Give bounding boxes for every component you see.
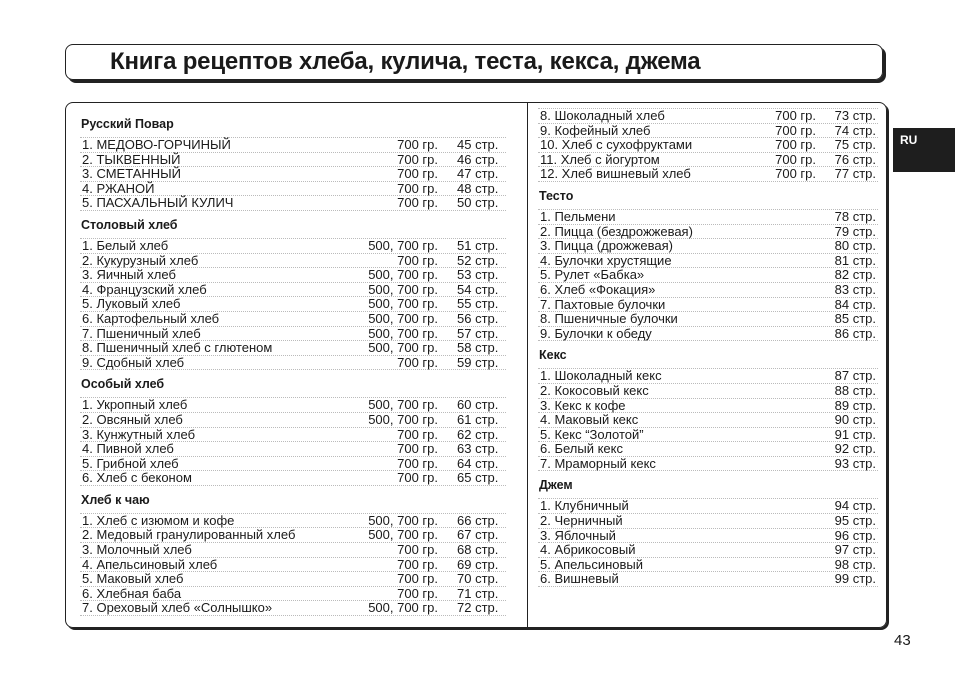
recipe-page: 57 стр.: [457, 325, 499, 341]
recipe-row: [538, 210, 878, 225]
page-number: 43: [894, 632, 911, 649]
recipe-name: 8. Шоколадный хлеб: [540, 108, 665, 123]
recipe-name: 7. Мраморный кекс: [540, 455, 656, 471]
recipe-row: [538, 514, 878, 529]
recipe-weight: 500, 700 гр.: [368, 512, 438, 528]
language-tab: [893, 128, 955, 172]
recipe-name: 2. Медовый гранулированный хлеб: [82, 527, 296, 543]
recipe-row: [538, 572, 878, 587]
recipe-row: [80, 543, 506, 558]
recipe-row: [80, 514, 506, 529]
recipe-row: [538, 254, 878, 269]
page-title: Книга рецептов хлеба, кулича, теста, кекса, джема: [110, 48, 701, 75]
recipe-row: [80, 196, 506, 211]
recipe-row: [538, 499, 878, 514]
recipe-name: 4. Французский хлеб: [82, 281, 207, 297]
title-box: [65, 44, 883, 80]
section-title: Русский Повар: [81, 117, 174, 131]
recipe-name: 5. Маковый хлеб: [82, 571, 184, 587]
recipe-row: [538, 428, 878, 443]
recipe-row: [80, 254, 506, 269]
recipe-row: [80, 558, 506, 573]
recipe-page: 75 стр.: [834, 137, 876, 153]
recipe-name: 2. Кокосовый кекс: [540, 382, 649, 398]
recipe-name: 1. Хлеб с изюмом и кофе: [82, 512, 235, 528]
recipe-name: 7. Ореховый хлеб «Солнышко»: [82, 600, 273, 616]
recipe-page: 96 стр.: [834, 527, 876, 543]
recipe-list: [80, 137, 506, 211]
recipe-name: 3. Яблочный: [540, 527, 616, 543]
recipe-row: [538, 167, 878, 182]
recipe-row: [80, 327, 506, 342]
recipe-name: 3. Молочный хлеб: [82, 542, 192, 558]
recipe-page: 46 стр.: [457, 151, 499, 167]
recipe-weight: 700 гр.: [397, 354, 438, 370]
recipe-name: 8. Пшеничный хлеб с глютеном: [82, 340, 273, 356]
recipe-row: [538, 384, 878, 399]
section-title: Кекс: [539, 348, 567, 363]
recipe-list: [538, 368, 878, 471]
recipe-page: 82 стр.: [834, 267, 876, 283]
recipe-row: [80, 341, 506, 356]
recipe-page: 45 стр.: [457, 137, 499, 152]
recipe-name: 1. Шоколадный кекс: [540, 368, 662, 384]
recipe-name: 1. Клубничный: [540, 498, 629, 514]
recipe-page: 77 стр.: [834, 166, 876, 182]
recipe-weight: 700 гр.: [397, 151, 438, 167]
recipe-row: [80, 528, 506, 543]
recipe-name: 6. Вишневый: [540, 571, 619, 587]
recipe-page: 61 стр.: [457, 411, 499, 427]
recipe-name: 6. Хлеб с беконом: [82, 470, 192, 486]
recipe-name: 2. Кукурузный хлеб: [82, 252, 199, 268]
recipe-row: [80, 356, 506, 371]
recipe-name: 4. Маковый кекс: [540, 412, 639, 428]
recipe-page: 50 стр.: [457, 195, 499, 211]
recipe-name: 9. Булочки к обеду: [540, 325, 652, 341]
section-title: Хлеб к чаю: [81, 492, 150, 507]
recipe-row: [538, 109, 878, 124]
recipe-page: 58 стр.: [457, 340, 499, 356]
recipe-row: [538, 399, 878, 414]
recipe-name: 7. Пшеничный хлеб: [82, 325, 201, 341]
recipe-name: 8. Пшеничные булочки: [540, 311, 678, 327]
recipe-page: 79 стр.: [834, 223, 876, 239]
recipe-row: [80, 457, 506, 472]
recipe-name: 12. Хлеб вишневый хлеб: [540, 166, 691, 182]
recipe-weight: 700 гр.: [775, 166, 816, 182]
recipe-weight: 700 гр.: [397, 571, 438, 587]
recipe-page: 90 стр.: [834, 412, 876, 428]
recipe-page: 51 стр.: [457, 237, 499, 253]
recipe-weight: 700 гр.: [397, 441, 438, 457]
recipe-page: 70 стр.: [457, 571, 499, 587]
recipe-weight: 500, 700 гр.: [368, 281, 438, 297]
recipe-page: 56 стр.: [457, 310, 499, 326]
recipe-row: [538, 298, 878, 313]
recipe-name: 3. Пицца (дрожжевая): [540, 238, 674, 254]
recipe-row: [80, 268, 506, 283]
recipe-row: [80, 601, 506, 616]
recipe-page: 87 стр.: [834, 368, 876, 384]
recipe-page: 74 стр.: [834, 122, 876, 138]
recipe-name: 5. Луковый хлеб: [82, 296, 181, 312]
recipe-row: [80, 587, 506, 602]
recipe-name: 6. Хлеб «Фокация»: [540, 281, 656, 297]
recipe-row: [538, 457, 878, 472]
recipe-weight: 500, 700 гр.: [368, 296, 438, 312]
recipe-row: [538, 369, 878, 384]
recipe-page: 60 стр.: [457, 397, 499, 413]
recipe-weight: 700 гр.: [775, 122, 816, 138]
section-title: Джем: [539, 478, 573, 493]
recipe-name: 11. Хлеб с йогуртом: [540, 151, 660, 167]
recipe-name: 3. Кекс к кофе: [540, 397, 626, 413]
recipe-row: [538, 327, 878, 342]
recipe-weight: 500, 700 гр.: [368, 325, 438, 341]
recipe-name: 1. Укропный хлеб: [82, 397, 188, 413]
recipe-page: 85 стр.: [834, 311, 876, 327]
recipe-page: 48 стр.: [457, 180, 499, 196]
recipe-row: [538, 283, 878, 298]
section-title: Тесто: [539, 188, 574, 203]
recipe-weight: 500, 700 гр.: [368, 340, 438, 356]
recipe-page: 53 стр.: [457, 267, 499, 283]
recipe-weight: 500, 700 гр.: [368, 310, 438, 326]
contents-box: [65, 102, 887, 628]
recipe-page: 52 стр.: [457, 252, 499, 268]
recipe-page: 62 стр.: [457, 426, 499, 442]
recipe-page: 76 стр.: [834, 151, 876, 167]
recipe-page: 99 стр.: [834, 571, 876, 587]
recipe-list: [80, 513, 506, 616]
recipe-name: 2. Овсяный хлеб: [82, 411, 183, 427]
recipe-row: [538, 413, 878, 428]
recipe-row: [80, 138, 506, 153]
recipe-row: [80, 413, 506, 428]
recipe-row: [538, 153, 878, 168]
recipe-row: [538, 529, 878, 544]
recipe-weight: 700 гр.: [397, 470, 438, 486]
recipe-row: [538, 442, 878, 457]
recipe-weight: 700 гр.: [397, 426, 438, 442]
recipe-page: 69 стр.: [457, 556, 499, 572]
recipe-page: 54 стр.: [457, 281, 499, 297]
recipe-page: 95 стр.: [834, 513, 876, 529]
recipe-weight: 700 гр.: [397, 137, 438, 152]
recipe-row: [80, 153, 506, 168]
recipe-weight: 700 гр.: [775, 137, 816, 153]
recipe-page: 93 стр.: [834, 455, 876, 471]
recipe-weight: 700 гр.: [775, 108, 816, 123]
recipe-weight: 500, 700 гр.: [368, 600, 438, 616]
recipe-weight: 500, 700 гр.: [368, 267, 438, 283]
language-label: RU: [900, 133, 918, 147]
recipe-weight: 500, 700 гр.: [368, 397, 438, 413]
recipe-row: [80, 283, 506, 298]
recipe-weight: 700 гр.: [775, 151, 816, 167]
recipe-weight: 700 гр.: [397, 455, 438, 471]
recipe-page: 89 стр.: [834, 397, 876, 413]
recipe-row: [80, 297, 506, 312]
recipe-page: 65 стр.: [457, 470, 499, 486]
column-divider: [527, 103, 528, 627]
recipe-name: 4. Пивной хлеб: [82, 441, 174, 457]
recipe-row: [538, 138, 878, 153]
recipe-name: 1. Пельмени: [540, 208, 616, 224]
recipe-row: [538, 312, 878, 327]
recipe-name: 3. Кунжутный хлеб: [82, 426, 196, 442]
recipe-weight: 700 гр.: [397, 166, 438, 182]
recipe-name: 2. ТЫКВЕННЫЙ: [82, 151, 181, 167]
recipe-page: 68 стр.: [457, 542, 499, 558]
recipe-name: 5. Грибной хлеб: [82, 455, 179, 471]
recipe-weight: 700 гр.: [397, 180, 438, 196]
recipe-row: [538, 558, 878, 573]
recipe-row: [538, 225, 878, 240]
recipe-name: 10. Хлеб с сухофруктами: [540, 137, 693, 153]
recipe-row: [80, 428, 506, 443]
recipe-name: 4. РЖАНОЙ: [82, 180, 155, 196]
recipe-name: 2. Черничный: [540, 513, 623, 529]
recipe-row: [538, 543, 878, 558]
recipe-page: 66 стр.: [457, 512, 499, 528]
recipe-weight: 700 гр.: [397, 195, 438, 211]
recipe-row: [80, 398, 506, 413]
recipe-page: 98 стр.: [834, 556, 876, 572]
recipe-page: 86 стр.: [834, 325, 876, 341]
recipe-list: [538, 108, 878, 182]
recipe-list: [80, 397, 506, 486]
recipe-name: 9. Сдобный хлеб: [82, 354, 185, 370]
recipe-row: [80, 182, 506, 197]
recipe-name: 6. Белый кекс: [540, 441, 623, 457]
recipe-name: 5. Апельсиновый: [540, 556, 644, 572]
recipe-name: 6. Картофельный хлеб: [82, 310, 220, 326]
recipe-weight: 500, 700 гр.: [368, 527, 438, 543]
recipe-page: 81 стр.: [834, 252, 876, 268]
recipe-page: 47 стр.: [457, 166, 499, 182]
recipe-page: 73 стр.: [834, 108, 876, 123]
recipe-name: 3. СМЕТАННЫЙ: [82, 166, 182, 182]
right-column: [538, 108, 878, 593]
recipe-name: 2. Пицца (бездрожжевая): [540, 223, 693, 239]
recipe-page: 59 стр.: [457, 354, 499, 370]
left-column: [80, 116, 506, 622]
recipe-page: 64 стр.: [457, 455, 499, 471]
recipe-name: 5. ПАСХАЛЬНЫЙ КУЛИЧ: [82, 195, 234, 211]
recipe-name: 5. Кекс “Золотой”: [540, 426, 644, 442]
recipe-weight: 700 гр.: [397, 556, 438, 572]
recipe-page: 72 стр.: [457, 600, 499, 616]
recipe-weight: 700 гр.: [397, 542, 438, 558]
recipe-row: [80, 312, 506, 327]
recipe-weight: 500, 700 гр.: [368, 237, 438, 253]
recipe-row: [80, 442, 506, 457]
recipe-name: 6. Хлебная баба: [82, 585, 182, 601]
recipe-row: [80, 167, 506, 182]
recipe-name: 5. Рулет «Бабка»: [540, 267, 645, 283]
recipe-row: [80, 572, 506, 587]
recipe-list: [80, 238, 506, 370]
recipe-page: 92 стр.: [834, 441, 876, 457]
recipe-name: 4. Булочки хрустящие: [540, 252, 672, 268]
recipe-name: 3. Яичный хлеб: [82, 267, 176, 283]
recipe-list: [538, 209, 878, 341]
recipe-row: [538, 239, 878, 254]
recipe-weight: 700 гр.: [397, 585, 438, 601]
recipe-row: [80, 239, 506, 254]
section-title: Особый хлеб: [81, 377, 165, 392]
recipe-name: 1. Белый хлеб: [82, 237, 169, 253]
recipe-page: 55 стр.: [457, 296, 499, 312]
recipe-page: 80 стр.: [834, 238, 876, 254]
recipe-row: [538, 268, 878, 283]
recipe-page: 67 стр.: [457, 527, 499, 543]
recipe-weight: 700 гр.: [397, 252, 438, 268]
recipe-page: 63 стр.: [457, 441, 499, 457]
recipe-page: 97 стр.: [834, 542, 876, 558]
recipe-row: [538, 124, 878, 139]
recipe-name: 9. Кофейный хлеб: [540, 122, 651, 138]
recipe-list: [538, 498, 878, 587]
recipe-row: [80, 471, 506, 486]
recipe-name: 4. Абрикосовый: [540, 542, 636, 558]
recipe-name: 1. МЕДОВО-ГОРЧИНЫЙ: [82, 137, 231, 152]
recipe-page: 83 стр.: [834, 281, 876, 297]
recipe-weight: 500, 700 гр.: [368, 411, 438, 427]
recipe-page: 94 стр.: [834, 498, 876, 514]
recipe-page: 71 стр.: [457, 585, 499, 601]
recipe-name: 7. Пахтовые булочки: [540, 296, 666, 312]
recipe-page: 91 стр.: [834, 426, 876, 442]
recipe-name: 4. Апельсиновый хлеб: [82, 556, 218, 572]
recipe-page: 84 стр.: [834, 296, 876, 312]
recipe-page: 78 стр.: [834, 208, 876, 224]
section-title: Столовый хлеб: [81, 217, 178, 232]
recipe-page: 88 стр.: [834, 382, 876, 398]
